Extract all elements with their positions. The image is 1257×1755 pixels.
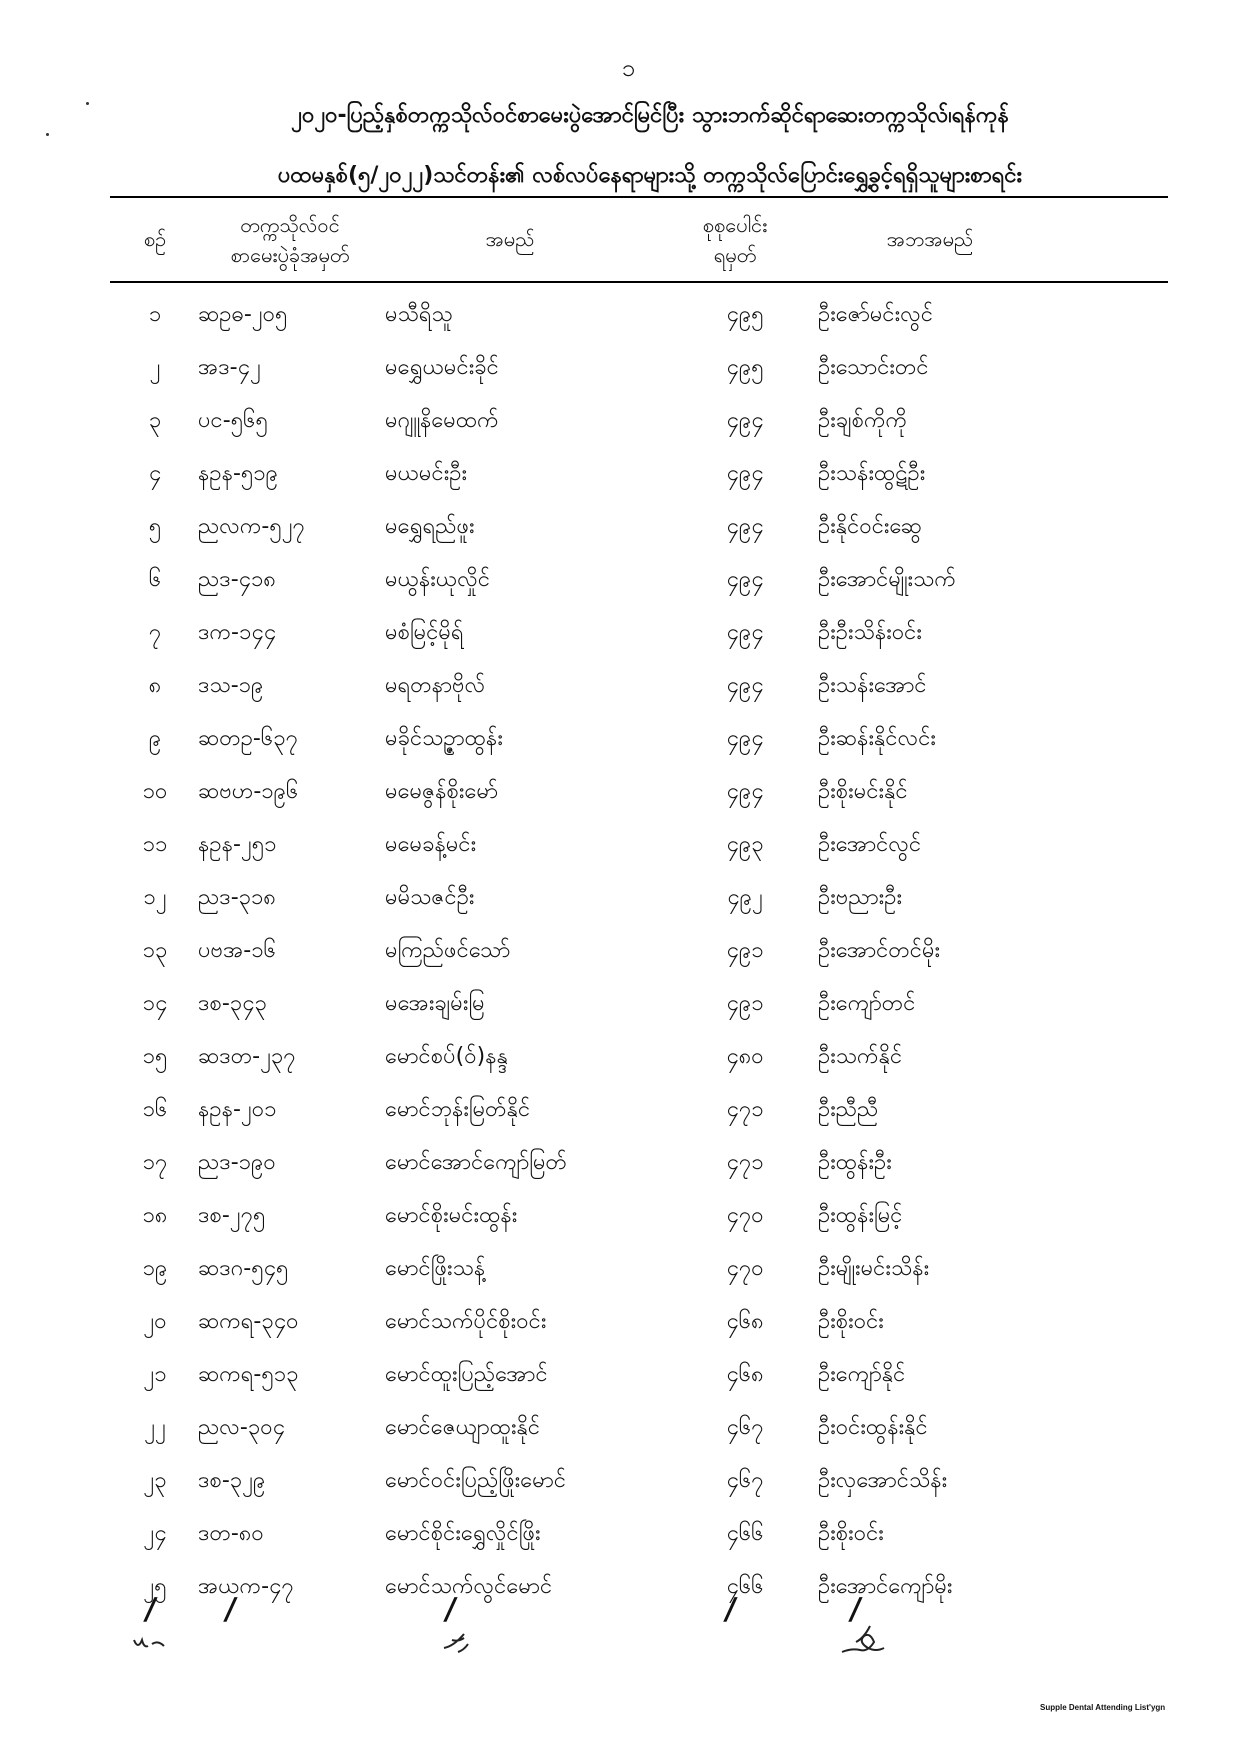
student-name: မောင်ဇေယျာထူးနိုင် [385, 1415, 541, 1440]
exam-seat-number: နဥန-၂၀၁ [198, 1097, 277, 1122]
father-name: ဦးသန်းထွဋ်ဦး [818, 461, 926, 486]
exam-seat-number: ပင-၅၆၅ [198, 408, 268, 433]
student-name: မယမင်းဦး [385, 461, 468, 486]
exam-seat-number: ညလက-၅၂၇ [198, 514, 305, 539]
column-header-father-name: အဘအမည် [886, 227, 974, 251]
student-name: မဂျူနိမေထက် [385, 408, 499, 433]
row-number: ၂၀ [143, 1309, 167, 1334]
scan-speck [86, 102, 89, 105]
scan-speck [46, 133, 49, 136]
table-row [0, 1091, 1257, 1144]
exam-seat-number: ညဒ-၄၁၈ [198, 567, 276, 592]
exam-seat-number: ဆတဥ-၆၃၇ [198, 726, 298, 751]
father-name: ဦးအောင်ကျော်မိုး [818, 1574, 953, 1599]
handwritten-signature [838, 1620, 890, 1660]
row-number: ၂၂ [144, 1415, 166, 1440]
table-row [0, 1197, 1257, 1250]
table-row [0, 932, 1257, 985]
total-marks: ၄၆၇ [726, 1415, 764, 1440]
header-top-rule [110, 196, 1168, 198]
exam-seat-number: အဒ-၄၂ [198, 355, 261, 380]
table-row [0, 402, 1257, 455]
table-row [0, 826, 1257, 879]
table-row [0, 1038, 1257, 1091]
total-marks: ၄၈၀ [726, 1044, 764, 1069]
header-bottom-rule [110, 281, 1168, 283]
student-name: မသီရိသူ [385, 302, 453, 327]
table-row [0, 720, 1257, 773]
total-marks: ၄၉၄ [726, 673, 764, 698]
page-number: ၁ [621, 54, 636, 82]
table-row [0, 1356, 1257, 1409]
table-row [0, 349, 1257, 402]
student-name: မောင်ထူးပြည့်အောင် [385, 1362, 548, 1387]
table-row [0, 1409, 1257, 1462]
row-number: ၁၂ [143, 885, 167, 910]
exam-seat-number: ဒသ-၁၉ [198, 673, 264, 698]
row-number: ၁၃ [142, 938, 168, 963]
student-name: မရွှေရည်ဖူး [385, 514, 475, 539]
total-marks: ၄၉၁ [726, 938, 764, 963]
row-number: ၂၅ [143, 1574, 167, 1599]
table-row [0, 614, 1257, 667]
table-row [0, 1250, 1257, 1303]
student-name: မစံမြင့်မိုရ် [385, 620, 464, 645]
total-marks: ၄၆၆ [726, 1521, 764, 1546]
end-mark-total: / [722, 1592, 739, 1627]
total-marks: ၄၇၁ [726, 1097, 764, 1122]
total-marks: ၄၉၃ [726, 832, 764, 857]
row-number: ၂ [149, 355, 161, 380]
table-row [0, 1303, 1257, 1356]
father-name: ဦးစိုးဝင်း [818, 1309, 884, 1334]
row-number: ၃ [148, 408, 162, 433]
father-name: ဦးနိုင်ဝင်းဆွေ [818, 514, 922, 539]
row-number: ၁၄ [142, 991, 168, 1016]
father-name: ဦးစိုးဝင်း [818, 1521, 884, 1546]
student-name: မောင်စိုးမင်းထွန်း [385, 1203, 518, 1228]
exam-seat-number: နဥန-၅၁၉ [198, 461, 279, 486]
row-number: ၁၇ [142, 1150, 168, 1175]
total-marks: ၄၆၈ [726, 1309, 764, 1334]
father-name: ဦးကျော်နိုင် [818, 1362, 906, 1387]
row-number: ၁၀ [142, 779, 168, 804]
student-name: မမေခန့်မင်း [385, 832, 477, 857]
student-name: မကြည်ဖင်သော် [385, 938, 511, 963]
total-marks: ၄၇၀ [726, 1256, 764, 1281]
father-name: ဦးသောင်းတင် [818, 355, 929, 380]
row-number: ၁၉ [142, 1256, 168, 1281]
table-row [0, 1462, 1257, 1515]
total-marks: ၄၉၄ [726, 514, 764, 539]
table-row [0, 773, 1257, 826]
row-number: ၉ [148, 726, 162, 751]
row-number: ၂၄ [143, 1521, 167, 1546]
exam-seat-number: ဆဗဟ-၁၉၆ [198, 779, 299, 804]
father-name: ဦးချစ်ကိုကို [818, 408, 908, 433]
student-name: မောင်စိုင်းရွှေလှိုင်ဖြိုး [385, 1521, 541, 1546]
row-number: ၂၁ [143, 1362, 167, 1387]
student-name: မောင်ဖြိုးသန့် [385, 1256, 486, 1281]
total-marks: ၄၉၄ [726, 620, 764, 645]
column-header-exam-line2: စာမေးပွဲခုံအမှတ် [230, 243, 350, 267]
father-name: ဦးအောင်လွင် [818, 832, 922, 857]
table-row [0, 879, 1257, 932]
father-name: ဦးကျော်တင် [818, 991, 916, 1016]
exam-seat-number: ဒစ-၃၂၉ [198, 1468, 266, 1493]
table-row [0, 1568, 1257, 1621]
table-row [0, 1515, 1257, 1568]
exam-seat-number: အယက-၄၇ [198, 1574, 294, 1599]
end-mark-father: / [847, 1592, 864, 1627]
row-number: ၁၁ [142, 832, 168, 857]
father-name: ဦးသန်းအောင် [818, 673, 927, 698]
table-row [0, 561, 1257, 614]
total-marks: ၄၉၅ [726, 355, 764, 380]
initials-mark [130, 1630, 170, 1654]
row-number: ၆ [148, 567, 162, 592]
column-header-exam-line1: တက္ကသိုလ်ဝင် [240, 213, 340, 237]
student-name: မောင်ဝင်းပြည့်ဖြိုးမောင် [385, 1468, 567, 1493]
table-row [0, 296, 1257, 349]
student-name: မခိုင်သဉ္ဇာထွန်း [385, 726, 503, 751]
exam-seat-number: ညဒ-၃၁၈ [198, 885, 276, 910]
row-number: ၁၈ [142, 1203, 168, 1228]
row-number: ၅ [148, 514, 162, 539]
exam-seat-number: ဒစ-၃၄၃ [198, 991, 267, 1016]
father-name: ဦးဆန်းနိုင်လင်း [818, 726, 937, 751]
student-name: မောင်အောင်ကျော်မြတ် [385, 1150, 567, 1175]
father-name: ဦးထွန်းဦး [818, 1150, 892, 1175]
student-name: မရတနာဗိုလ် [385, 673, 486, 698]
total-marks: ၄၉၄ [726, 726, 764, 751]
student-name: မအေးချမ်းမြ [385, 991, 485, 1016]
father-name: ဦးမျိုးမင်းသိန်း [818, 1256, 930, 1281]
document-subtitle: ပထမနှစ်(၅/၂၀၂၂)သင်တန်း၏ လစ်လပ်နေရာများသို့ တက္ကသိုလ်ပြောင်းရွှေ့ခွင့်ရရှိသူများစာရင်း [277, 163, 1023, 188]
total-marks: ၄၉၂ [727, 885, 763, 910]
student-name: မမိသဇင်ဦး [385, 885, 475, 910]
row-number: ၁၆ [142, 1097, 168, 1122]
column-header-no: စဉ် [143, 227, 167, 251]
total-marks: ၄၉၄ [726, 461, 764, 486]
table-row [0, 985, 1257, 1038]
row-number: ၂၃ [143, 1468, 167, 1493]
exam-seat-number: ဒက-၁၄၄ [198, 620, 277, 645]
total-marks: ၄၇၀ [726, 1203, 764, 1228]
student-name: မမေဇွန်စိုးမော် [385, 779, 499, 804]
father-name: ဦးအောင်မျိုးသက် [818, 567, 956, 592]
column-header-exam-number [190, 210, 390, 270]
father-name: ဦးလှအောင်သိန်း [818, 1468, 948, 1493]
father-name: ဦးစိုးမင်းနိုင် [818, 779, 908, 804]
table-row [0, 455, 1257, 508]
total-marks: ၄၆၈ [726, 1362, 764, 1387]
father-name: ဦးဝင်းထွန်းနိုင် [818, 1415, 928, 1440]
father-name: ဦးဇော်မင်းလွင် [818, 302, 934, 327]
student-name: မောင်သက်ပိုင်စိုးဝင်း [385, 1309, 547, 1334]
exam-seat-number: ဆဒတ-၂၃၇ [198, 1044, 296, 1069]
end-mark-exam: / [222, 1592, 239, 1627]
student-name: မောင်သက်လွင်မောင် [385, 1574, 553, 1599]
total-marks: ၄၉၄ [726, 408, 764, 433]
document-title: ၂၀၂၀-ပြည့်နှစ်တက္ကသိုလ်ဝင်စာမေးပွဲအောင်မြင်ပြီး သွားဘက်ဆိုင်ရာဆေးတက္ကသိုလ်၊ရန်ကုန် [291, 103, 1009, 128]
table-row [0, 1144, 1257, 1197]
row-number: ၁ [148, 302, 162, 327]
row-number: ၁၅ [142, 1044, 168, 1069]
column-header-name: အမည် [485, 227, 535, 251]
table-row [0, 667, 1257, 720]
row-number: ၇ [148, 620, 162, 645]
total-marks: ၄၆၆ [726, 1574, 764, 1599]
father-name: ဦးညီညီ [818, 1097, 879, 1122]
total-marks: ၄၉၄ [726, 567, 764, 592]
total-marks: ၄၉၁ [726, 991, 764, 1016]
exam-seat-number: ဆကရ-၃၄၀ [198, 1309, 299, 1334]
total-marks: ၄၉၄ [726, 779, 764, 804]
exam-seat-number: နဥန-၂၅၁ [198, 832, 277, 857]
student-name: မောင်ဘုန်းမြတ်နိုင် [385, 1097, 531, 1122]
student-name: မရွှေယမင်းခိုင် [385, 355, 499, 380]
exam-seat-number: ညဒ-၁၉၀ [198, 1150, 276, 1175]
father-name: ဦးဦးသိန်းဝင်း [818, 620, 922, 645]
exam-seat-number: ပဗအ-၁၆ [198, 938, 276, 963]
student-name: မောင်စပ်(ဝ်)နန္ဒ [385, 1044, 508, 1069]
total-marks: ၄၇၁ [726, 1150, 764, 1175]
table-row [0, 508, 1257, 561]
father-name: ဦးဗညားဦး [818, 885, 903, 910]
father-name: ဦးသက်နိုင် [818, 1044, 903, 1069]
exam-seat-number: ဒစ-၂၇၅ [198, 1203, 266, 1228]
end-mark-name: / [442, 1592, 459, 1627]
exam-seat-number: ဆဥဓ-၂၀၅ [198, 302, 288, 327]
father-name: ဦးထွန်းမြင့် [818, 1203, 903, 1228]
footer-note: Supple Dental Attending List'ygn [1040, 1703, 1166, 1712]
column-header-total-line2: ရမှတ် [713, 243, 757, 267]
exam-seat-number: ဆကရ-၅၁၃ [198, 1362, 299, 1387]
total-marks: ၄၉၅ [726, 302, 764, 327]
father-name: ဦးအောင်တင်မိုး [818, 938, 941, 963]
exam-seat-number: ဒတ-၈၀ [198, 1521, 264, 1546]
student-name: မယွန်းယုလှိုင် [385, 567, 491, 592]
student-table [0, 296, 1257, 1621]
exam-seat-number: ဆဒဂ-၅၄၅ [198, 1256, 289, 1281]
total-marks: ၄၆၇ [726, 1468, 764, 1493]
row-number: ၈ [148, 673, 162, 698]
column-header-total-line1: စုစုပေါင်း [702, 213, 768, 237]
end-mark-no: / [142, 1592, 159, 1627]
handwritten-signature [438, 1622, 478, 1658]
exam-seat-number: ညလ-၃၀၄ [198, 1415, 285, 1440]
row-number: ၄ [148, 461, 162, 486]
column-header-total-marks [655, 210, 815, 270]
